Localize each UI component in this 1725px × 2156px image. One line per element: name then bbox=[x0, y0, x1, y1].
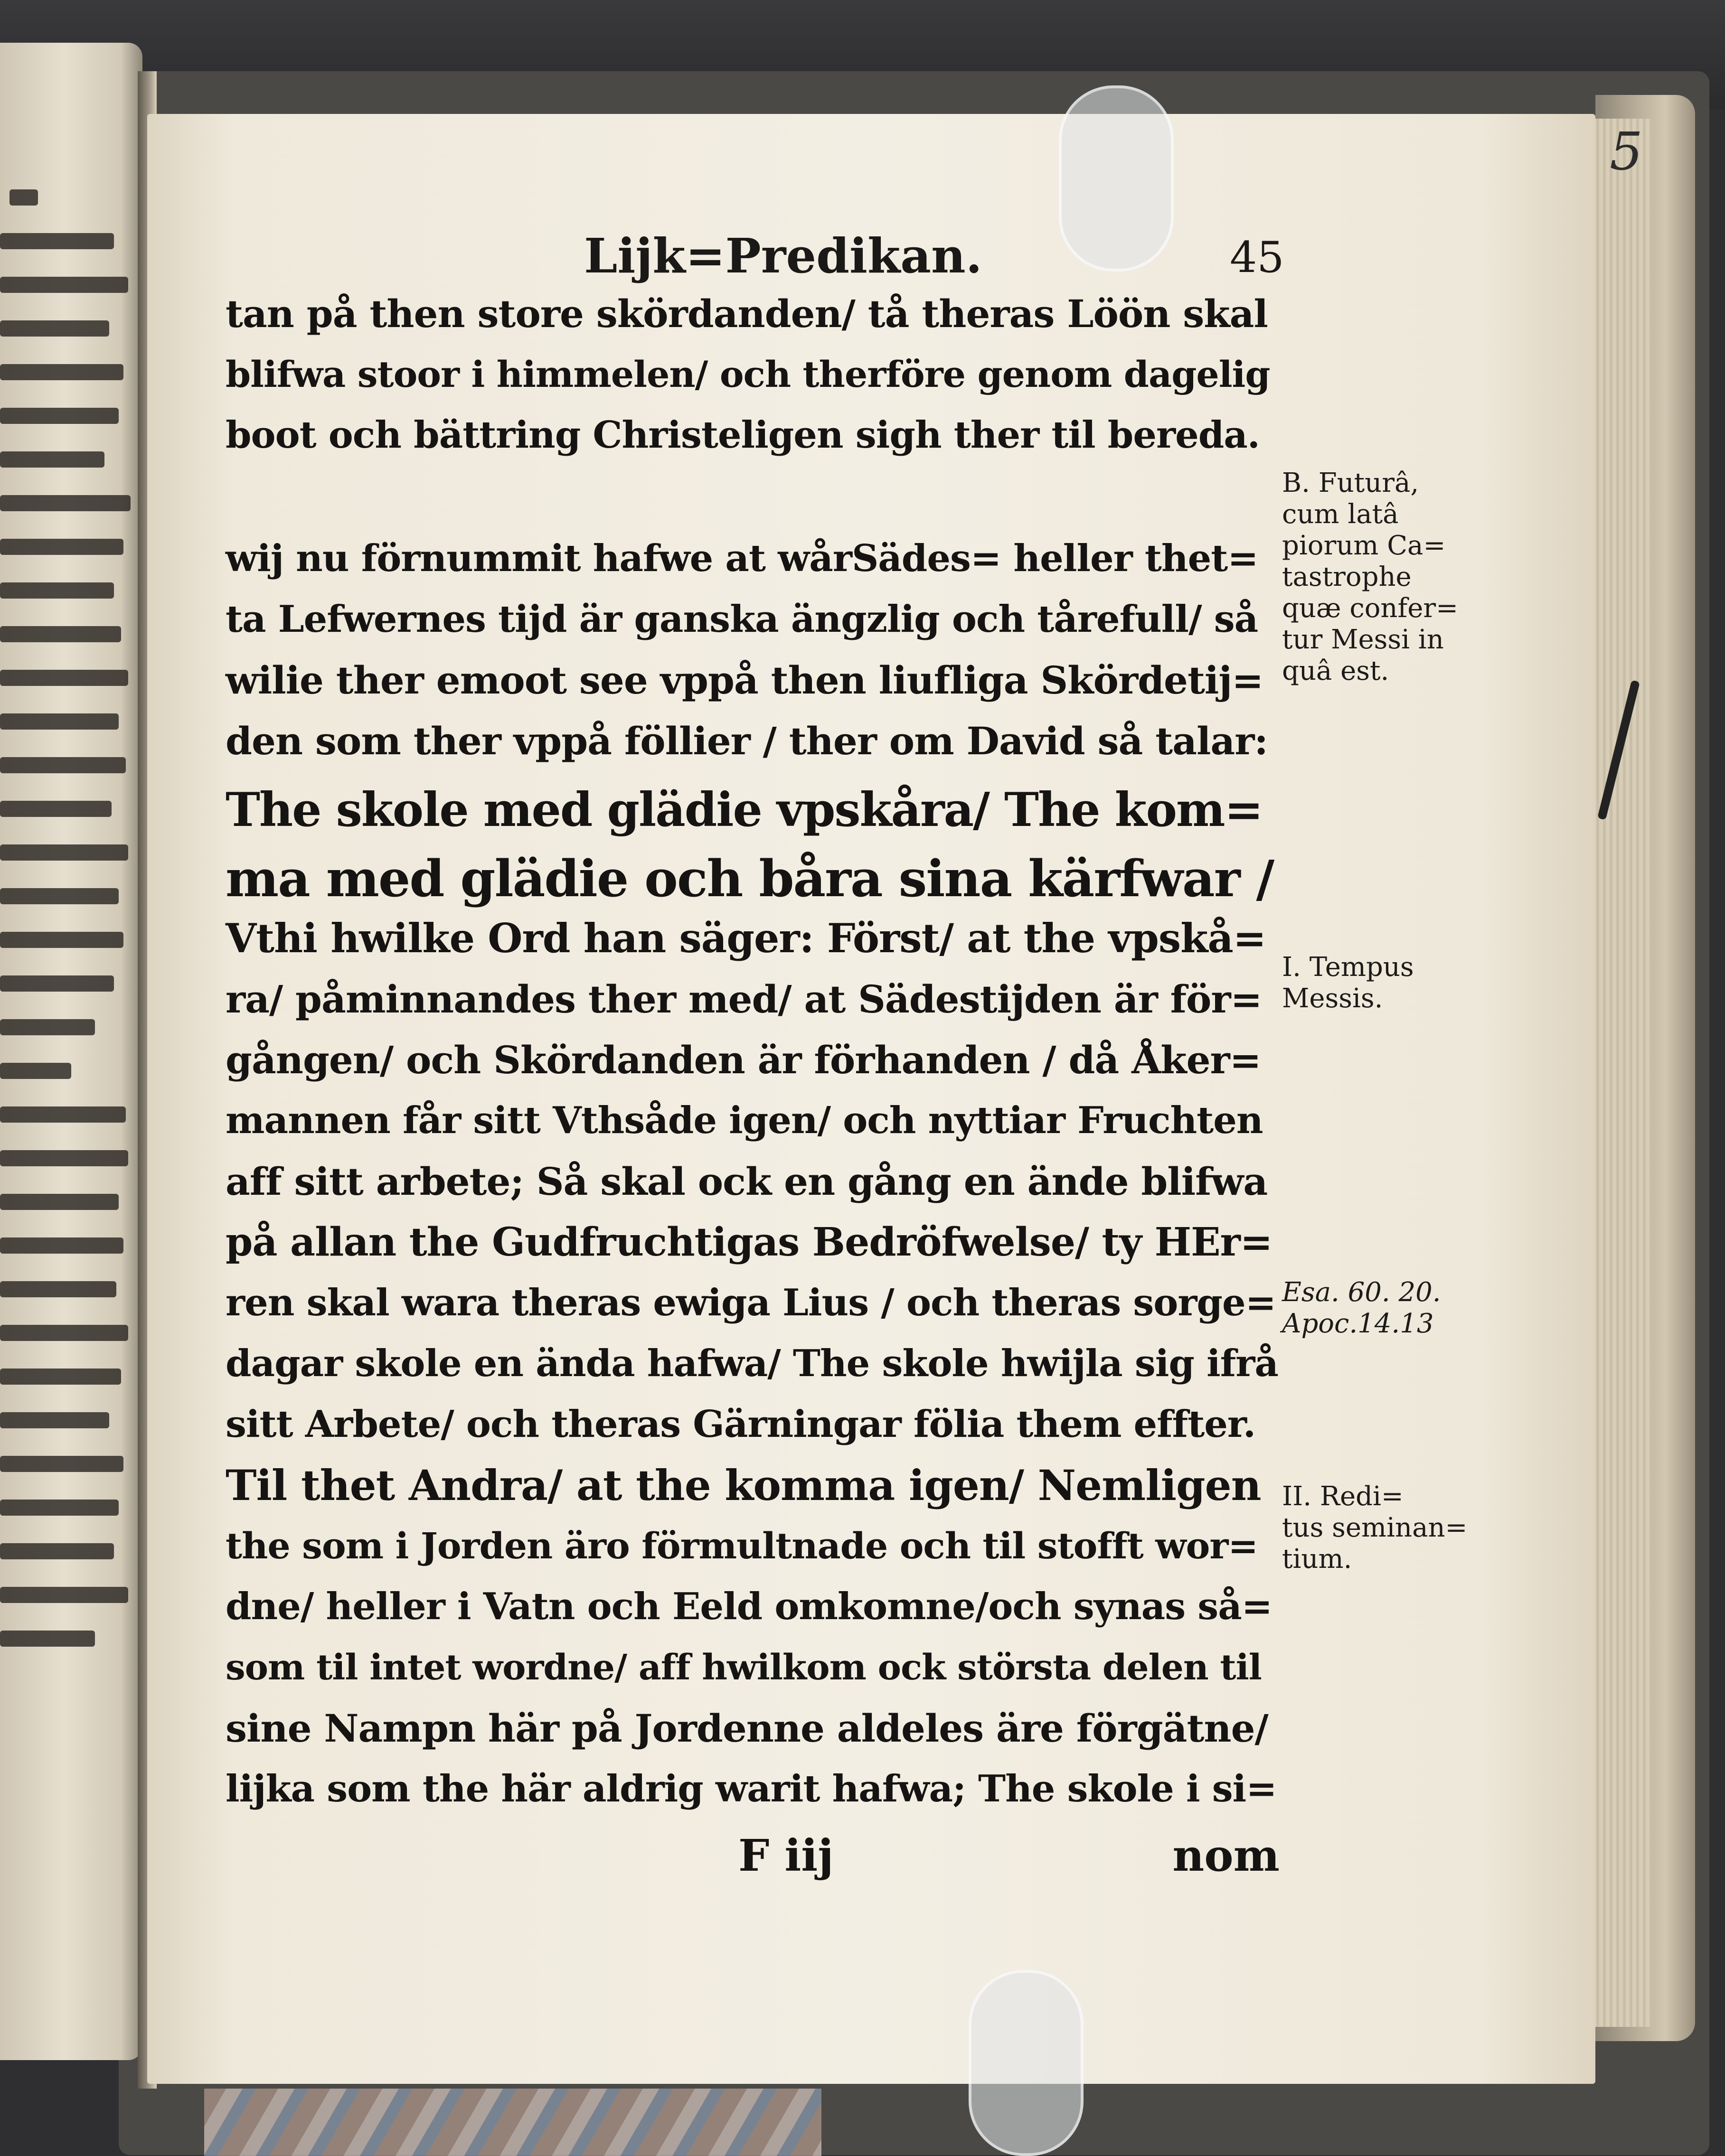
text-line: ra/ påminnandes ther med/ at Sädestijden är för= bbox=[226, 977, 1262, 1022]
scripture-quote-line: The skole med glädie vpskåra/ The kom= bbox=[226, 783, 1263, 837]
margin-note-futura bbox=[1282, 468, 1459, 687]
margin-note-line: Esa. 60. 20. bbox=[1282, 1277, 1441, 1308]
text-line: wilie ther emoot see vppå then liufliga Skördetij= bbox=[226, 658, 1263, 703]
text-line: tan på then store skördanden/ tå theras Löön skal bbox=[226, 291, 1268, 336]
text-line: gången/ och Skördanden är förhanden / då Åker= bbox=[226, 1038, 1261, 1082]
margin-note-line: tus seminan= bbox=[1282, 1512, 1468, 1543]
page-footer bbox=[226, 1830, 1280, 1887]
margin-note-reditus bbox=[1282, 1481, 1468, 1575]
text-line: blifwa stoor i himmelen/ och therföre genom dagelig bbox=[226, 353, 1270, 395]
text-line: Vthi hwilke Ord han säger: Först/ at the vpskå= bbox=[226, 915, 1266, 962]
running-head: Lijk=Predikan. bbox=[584, 228, 982, 284]
margin-note-line: tur Messi in bbox=[1282, 624, 1444, 655]
catchword: nom bbox=[1172, 1830, 1280, 1881]
margin-note-line: cum latâ bbox=[1282, 499, 1399, 530]
margin-note-line: B. Futurâ, bbox=[1282, 468, 1419, 498]
text-line: som til intet wordne/ aff hwilkom ock största delen til bbox=[226, 1647, 1262, 1688]
text-line: wij nu förnummit hafwe at wårSädes= heller thet= bbox=[226, 537, 1258, 580]
scripture-quote-line: ma med glädie och båra sina kärfwar / bbox=[226, 849, 1274, 908]
page-edges bbox=[1586, 119, 1652, 2027]
text-line: den som ther vppå föllier / ther om David så talar: bbox=[226, 719, 1268, 763]
margin-note-references bbox=[1282, 1277, 1453, 1340]
page-holder-clip-bottom bbox=[969, 1970, 1084, 2156]
text-line: ta Lefwernes tijd är ganska ängzlig och tårefull/ så bbox=[226, 598, 1258, 641]
margin-note-line: Messis. bbox=[1282, 983, 1383, 1014]
margin-note-line: quâ est. bbox=[1282, 656, 1389, 686]
margin-note-line: II. Redi= bbox=[1282, 1481, 1404, 1512]
text-line: sitt Arbete/ och theras Gärningar fölia them effter. bbox=[226, 1403, 1255, 1446]
text-line: mannen får sitt Vthsåde igen/ och nyttiar Fruchten bbox=[226, 1099, 1263, 1142]
left-page-text-fragments bbox=[0, 176, 138, 1660]
margin-note-line: tium. bbox=[1282, 1544, 1352, 1575]
margin-note-line: I. Tempus bbox=[1282, 952, 1414, 983]
margin-note-line: piorum Ca= bbox=[1282, 530, 1446, 561]
signature-mark: F iij bbox=[738, 1830, 834, 1881]
margin-note-tempus bbox=[1282, 952, 1453, 1014]
cloth-binding-strip bbox=[204, 2089, 821, 2156]
text-line: ren skal wara theras ewiga Lius / och theras sorge= bbox=[226, 1281, 1276, 1324]
page-number: 45 bbox=[1230, 233, 1284, 282]
text-line: dne/ heller i Vatn och Eeld omkomne/och synas så= bbox=[226, 1585, 1273, 1628]
margin-note-line: quæ confer= bbox=[1282, 593, 1459, 624]
corner-handwritten-note: 5 bbox=[1610, 121, 1643, 182]
left-page bbox=[0, 43, 142, 2060]
text-line: på allan the Gudfruchtigas Bedröfwelse/ ty HEr= bbox=[226, 1219, 1273, 1265]
margin-note-line: Apoc.14.13 bbox=[1282, 1308, 1434, 1339]
text-line: dagar skole en ända hafwa/ The skole hwijla sig ifrå bbox=[226, 1342, 1278, 1385]
section-heading bbox=[226, 474, 1280, 537]
text-line: aff sitt arbete; Så skal ock en gång en ände blifwa bbox=[226, 1159, 1268, 1204]
page-holder-clip-top bbox=[1059, 85, 1174, 272]
text-line: Til thet Andra/ at the komma igen/ Nemligen bbox=[226, 1461, 1261, 1510]
text-line: sine Nampn här på Jordenne aldeles äre förgätne/ bbox=[226, 1706, 1268, 1751]
margin-note-line: tastrophe bbox=[1282, 562, 1412, 592]
text-line: the som i Jorden äro förmultnade och til stofft wor= bbox=[226, 1525, 1258, 1567]
text-line: lijka som the här aldrig warit hafwa; The skole i si= bbox=[226, 1767, 1277, 1810]
text-line: boot och bättring Christeligen sigh ther til bereda. bbox=[226, 413, 1260, 457]
body-text bbox=[226, 292, 1280, 1828]
